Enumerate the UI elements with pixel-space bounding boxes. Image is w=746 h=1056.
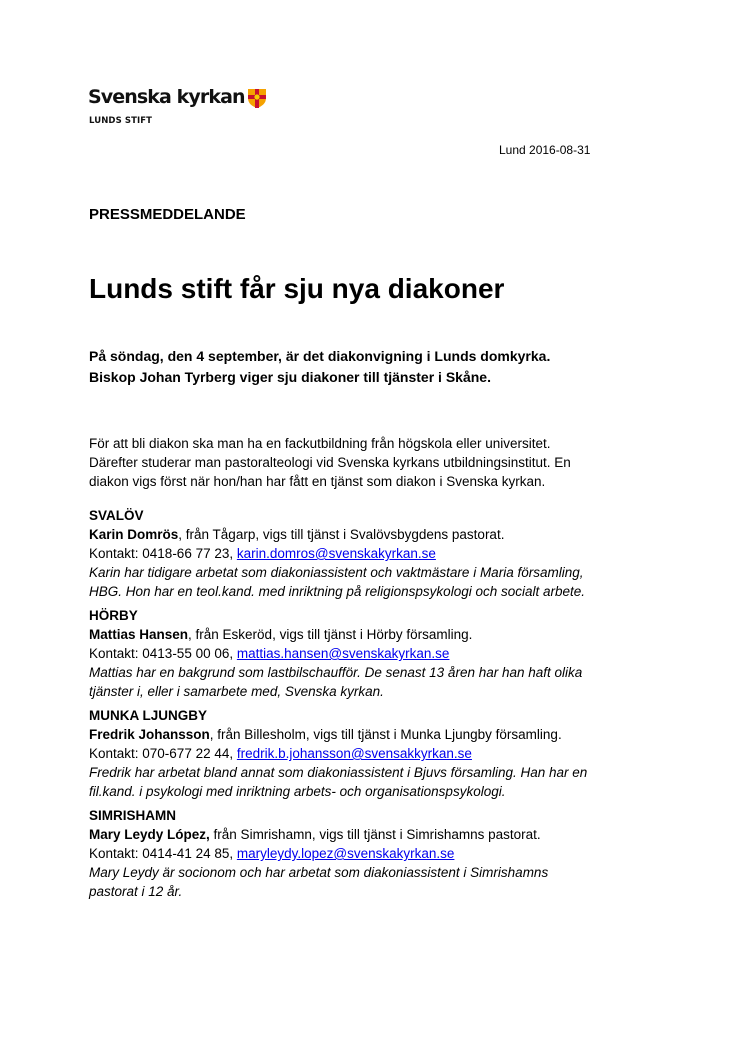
page-title: Lunds stift får sju nya diakoner (89, 273, 505, 304)
document-label: PRESSMEDDELANDE (89, 206, 246, 223)
intro-line: Därefter studerar man pastoralteologi vid Svenska kyrkans utbildningsinstitut. En (89, 455, 571, 470)
deacon-place: SIMRISHAMN (89, 808, 176, 823)
email-link[interactable]: maryleydy.lopez@svenskakyrkan.se (236, 846, 455, 861)
deacon-place: HÖRBY (89, 608, 138, 623)
deacon-info: , från Eskeröd, vigs till tjänst i Hörby församling. (188, 627, 473, 642)
deacon-entry (89, 606, 669, 701)
deacon-info: , från Tågarp, vigs till tjänst i Svalövsbygdens pastorat. (178, 527, 505, 542)
deacon-intro-line (89, 725, 669, 744)
logo-wordmark: Svenska kyrkan (88, 86, 245, 108)
deacon-description: tjänster i, eller i samarbete med, Svenska kyrkan. (89, 684, 384, 699)
deacon-intro-line (89, 625, 669, 644)
lead-paragraph (89, 346, 669, 388)
intro-paragraph (89, 434, 669, 491)
press-date: Lund 2016-08-31 (499, 143, 591, 157)
deacon-description: Mary Leydy är socionom och har arbetat som diakoniassistent i Simrishamns (89, 865, 549, 880)
deacon-contact (89, 544, 669, 563)
deacon-description: Fredrik har arbetat bland annat som diakoniassistent i Bjuvs församling. Han har en (89, 765, 588, 780)
deacon-list (89, 506, 669, 906)
deacon-description: pastorat i 12 år. (89, 884, 183, 899)
deacon-place: MUNKA LJUNGBY (89, 708, 207, 723)
deacon-description: HBG. Hon har en teol.kand. med inriktning på religionspsykologi och socialt arbete. (89, 584, 586, 599)
deacon-contact (89, 644, 669, 663)
logo (88, 88, 267, 126)
church-cross-icon (247, 87, 267, 114)
deacon-description: Mattias har en bakgrund som lastbilschaufför. De senast 13 åren har han haft olika (89, 665, 583, 680)
deacon-description: fil.kand. i psykologi med inriktning arbets- och organisationspsykologi. (89, 784, 506, 799)
email-link[interactable]: karin.domros@svenskakyrkan.se (236, 546, 436, 561)
contact-prefix: Kontakt: 0418-66 77 23, (89, 546, 237, 561)
deacon-description: Karin har tidigare arbetat som diakoniassistent och vaktmästare i Maria församling, (89, 565, 584, 580)
deacon-info: från Simrishamn, vigs till tjänst i Simrishamns pastorat. (209, 827, 541, 842)
deacon-intro-line (89, 825, 669, 844)
contact-prefix: Kontakt: 0413-55 00 06, (89, 646, 237, 661)
email-link[interactable]: mattias.hansen@svenskakyrkan.se (236, 646, 450, 661)
deacon-place: SVALÖV (89, 508, 144, 523)
email-link[interactable]: fredrik.b.johansson@svensakkyrkan.se (236, 746, 472, 761)
deacon-info: , från Billesholm, vigs till tjänst i Munka Ljungby församling. (209, 727, 562, 742)
deacon-contact (89, 844, 669, 863)
deacon-contact (89, 744, 669, 763)
intro-line: För att bli diakon ska man ha en fackutbildning från högskola eller universitet. (89, 436, 551, 451)
logo-subtitle: LUNDS STIFT (89, 116, 153, 126)
lead-line: Biskop Johan Tyrberg viger sju diakoner till tjänster i Skåne. (89, 369, 491, 385)
deacon-name: Mary Leydy López, (89, 827, 210, 842)
deacon-name: Karin Domrös (89, 527, 179, 542)
intro-line: diakon vigs först när hon/han har fått en tjänst som diakon i Svenska kyrkan. (89, 474, 546, 489)
contact-prefix: Kontakt: 0414-41 24 85, (89, 846, 237, 861)
deacon-name: Mattias Hansen (89, 627, 189, 642)
contact-prefix: Kontakt: 070-677 22 44, (89, 746, 237, 761)
lead-line: På söndag, den 4 september, är det diakonvigning i Lunds domkyrka. (89, 348, 551, 364)
deacon-entry (89, 706, 669, 801)
deacon-intro-line (89, 525, 669, 544)
deacon-entry (89, 506, 669, 601)
deacon-entry (89, 806, 669, 901)
deacon-name: Fredrik Johansson (89, 727, 210, 742)
